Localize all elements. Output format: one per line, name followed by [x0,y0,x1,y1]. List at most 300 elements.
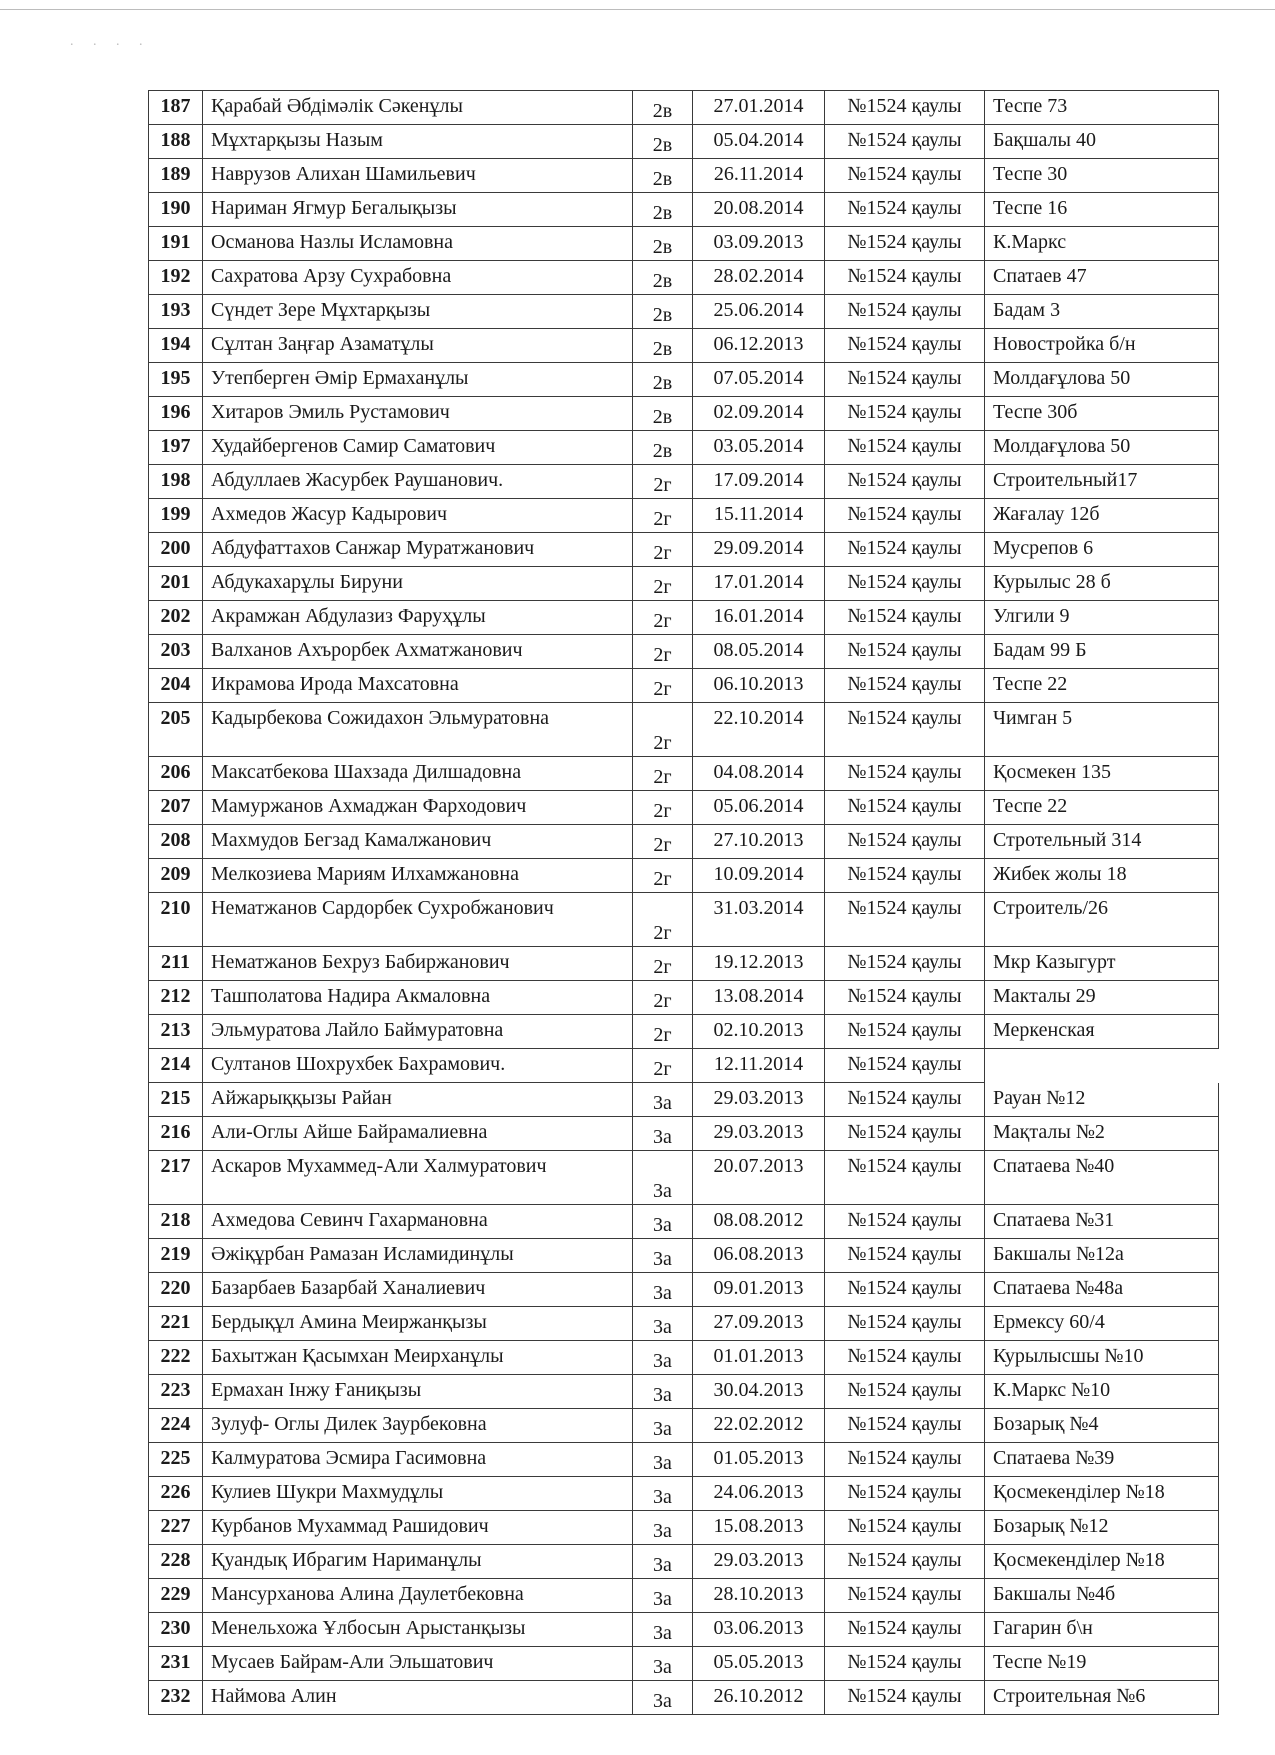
row-number: 213 [149,1015,203,1049]
row-number: 224 [149,1409,203,1443]
decree-number: №1524 қаулы [825,1545,985,1579]
student-name: Бахытжан Қасымхан Меирханұлы [203,1341,633,1375]
decree-number: №1524 қаулы [825,757,985,791]
student-name: Нариман Ягмур Бегалықызы [203,193,633,227]
class-grade: 2г [633,1049,693,1083]
birth-date: 29.03.2013 [693,1117,825,1151]
table-row [149,1613,1219,1647]
student-name: Абдукахарұлы Бируни [203,567,633,601]
table-row [149,159,1219,193]
address: Спатаев 47 [985,261,1219,295]
student-name: Наврузов Алихан Шамильевич [203,159,633,193]
student-name: Наймова Алин [203,1681,633,1715]
address: Бозарық №4 [985,1409,1219,1443]
decree-number: №1524 қаулы [825,1647,985,1681]
class-grade: 2г [633,567,693,601]
table-row [149,1545,1219,1579]
address: Бозарық №12 [985,1511,1219,1545]
birth-date: 26.11.2014 [693,159,825,193]
address: Улгили 9 [985,601,1219,635]
address: Строительный17 [985,465,1219,499]
student-name: Мансурханова Алина Даулетбековна [203,1579,633,1613]
table-row [149,1239,1219,1273]
class-grade: 2г [633,465,693,499]
student-name: Худайбергенов Самир Саматович [203,431,633,465]
table-row [149,1083,1219,1117]
birth-date: 01.01.2013 [693,1341,825,1375]
class-grade: 3а [633,1579,693,1613]
table-row [149,193,1219,227]
address: Новостройка б/н [985,329,1219,363]
class-grade: 2г [633,947,693,981]
student-name: Махмудов Бегзад Камалжанович [203,825,633,859]
decree-number: №1524 қаулы [825,431,985,465]
student-name: Кулиев Шукри Махмудұлы [203,1477,633,1511]
class-grade: 3а [633,1239,693,1273]
birth-date: 27.09.2013 [693,1307,825,1341]
student-name: Сахратова Арзу Сухрабовна [203,261,633,295]
row-number: 221 [149,1307,203,1341]
address: Бадам 99 Б [985,635,1219,669]
address: Жибек жолы 18 [985,859,1219,893]
decree-number: №1524 қаулы [825,635,985,669]
student-roster-table [148,90,1219,1715]
student-name: Сүндет Зере Мұхтарқызы [203,295,633,329]
decree-number: №1524 қаулы [825,193,985,227]
birth-date: 04.08.2014 [693,757,825,791]
row-number: 222 [149,1341,203,1375]
student-name: Мусаев Байрам-Али Эльшатович [203,1647,633,1681]
student-name: Хитаров Эмиль Рустамович [203,397,633,431]
table-row [149,567,1219,601]
table-row [149,635,1219,669]
table-row [149,1477,1219,1511]
decree-number: №1524 қаулы [825,1205,985,1239]
birth-date: 26.10.2012 [693,1681,825,1715]
row-number: 227 [149,1511,203,1545]
row-number: 225 [149,1443,203,1477]
student-name: Калмуратова Эсмира Гасимовна [203,1443,633,1477]
student-name: Нематжанов Бехруз Бабиржанович [203,947,633,981]
row-number: 214 [149,1049,203,1083]
class-grade: 3а [633,1307,693,1341]
table-row [149,1205,1219,1239]
decree-number: №1524 қаулы [825,859,985,893]
decree-number: №1524 қаулы [825,227,985,261]
address: Теспе 73 [985,91,1219,125]
class-grade: 2г [633,859,693,893]
address: Макталы 29 [985,981,1219,1015]
student-name: Утепберген Әмір Ермаханұлы [203,363,633,397]
class-grade: 2г [633,669,693,703]
row-number: 198 [149,465,203,499]
decree-number: №1524 қаулы [825,397,985,431]
class-grade: 2г [633,533,693,567]
table-row [149,1579,1219,1613]
birth-date: 19.12.2013 [693,947,825,981]
decree-number: №1524 қаулы [825,363,985,397]
student-name: Мұхтарқызы Назым [203,125,633,159]
address: Мкр Казыгурт [985,947,1219,981]
decree-number: №1524 қаулы [825,1273,985,1307]
row-number: 228 [149,1545,203,1579]
birth-date: 02.10.2013 [693,1015,825,1049]
student-name: Акрамжан Абдулазиз Фаруҳұлы [203,601,633,635]
address: Қосмекенділер №18 [985,1545,1219,1579]
student-name: Ермахан Інжу Ғаниқызы [203,1375,633,1409]
address: Чимган 5 [985,703,1219,757]
class-grade: 3а [633,1477,693,1511]
class-grade: 3а [633,1511,693,1545]
table-row [149,791,1219,825]
row-number: 192 [149,261,203,295]
decree-number: №1524 қаулы [825,1409,985,1443]
student-name: Ахмедов Жасур Кадырович [203,499,633,533]
birth-date: 02.09.2014 [693,397,825,431]
student-name: Эльмуратова Лайло Баймуратовна [203,1015,633,1049]
address: Теспе 22 [985,669,1219,703]
row-number: 206 [149,757,203,791]
class-grade: 2г [633,601,693,635]
birth-date: 27.01.2014 [693,91,825,125]
table-row [149,1049,1219,1083]
address: Курылысшы №10 [985,1341,1219,1375]
class-grade: 2г [633,981,693,1015]
student-name: Ташполатова Надира Акмаловна [203,981,633,1015]
decree-number: №1524 қаулы [825,1015,985,1049]
birth-date: 27.10.2013 [693,825,825,859]
student-name: Абдуллаев Жасурбек Раушанович. [203,465,633,499]
row-number: 187 [149,91,203,125]
address: Бакшалы №12а [985,1239,1219,1273]
table-row [149,669,1219,703]
student-name: Нематжанов Сардорбек Сухробжанович [203,893,633,947]
birth-date: 28.10.2013 [693,1579,825,1613]
address: Рауан №12 [985,1083,1219,1117]
table-row [149,465,1219,499]
student-name: Менельхожа Ұлбосын Арыстанқызы [203,1613,633,1647]
decree-number: №1524 қаулы [825,1049,985,1083]
class-grade: 2в [633,397,693,431]
student-name: Мелкозиева Мариям Илхамжановна [203,859,633,893]
birth-date: 05.06.2014 [693,791,825,825]
birth-date: 08.08.2012 [693,1205,825,1239]
student-name: Ахмедова Севинч Гахармановна [203,1205,633,1239]
birth-date: 07.05.2014 [693,363,825,397]
address: Теспе 30 [985,159,1219,193]
birth-date: 10.09.2014 [693,859,825,893]
student-name: Икрамова Ирода Махсатовна [203,669,633,703]
address: Строительная №6 [985,1681,1219,1715]
table-row [149,499,1219,533]
table-row [149,601,1219,635]
decree-number: №1524 қаулы [825,91,985,125]
decree-number: №1524 қаулы [825,1117,985,1151]
birth-date: 08.05.2014 [693,635,825,669]
decree-number: №1524 қаулы [825,1681,985,1715]
table-row [149,1375,1219,1409]
class-grade: 3а [633,1151,693,1205]
table-row [149,431,1219,465]
address: Қосмекен 135 [985,757,1219,791]
table-row [149,1307,1219,1341]
class-grade: 2в [633,363,693,397]
decree-number: №1524 қаулы [825,465,985,499]
birth-date: 29.03.2013 [693,1083,825,1117]
address: К.Маркс №10 [985,1375,1219,1409]
table-row [149,1647,1219,1681]
class-grade: 3а [633,1273,693,1307]
row-number: 226 [149,1477,203,1511]
row-number: 189 [149,159,203,193]
decree-number: №1524 қаулы [825,1579,985,1613]
class-grade: 2в [633,329,693,363]
class-grade: 2в [633,193,693,227]
class-grade: 2г [633,757,693,791]
birth-date: 16.01.2014 [693,601,825,635]
class-grade: 2г [633,703,693,757]
birth-date: 03.05.2014 [693,431,825,465]
birth-date: 06.12.2013 [693,329,825,363]
table-row [149,125,1219,159]
address: Ермексу 60/4 [985,1307,1219,1341]
address: Мақталы №2 [985,1117,1219,1151]
birth-date: 05.05.2013 [693,1647,825,1681]
decree-number: №1524 қаулы [825,1307,985,1341]
address: Теспе 30б [985,397,1219,431]
decree-number: №1524 қаулы [825,1443,985,1477]
student-name: Зулуф- Оглы Дилек Заурбековна [203,1409,633,1443]
birth-date: 15.11.2014 [693,499,825,533]
address: Бақшалы 40 [985,125,1219,159]
class-grade: 3а [633,1545,693,1579]
decree-number: №1524 қаулы [825,1239,985,1273]
birth-date: 25.06.2014 [693,295,825,329]
class-grade: 3а [633,1205,693,1239]
birth-date: 03.06.2013 [693,1613,825,1647]
student-name: Аскаров Мухаммед-Али Халмуратович [203,1151,633,1205]
decree-number: №1524 қаулы [825,295,985,329]
row-number: 193 [149,295,203,329]
scan-specks: . . . . [70,34,151,49]
student-name: Кадырбекова Сожидахон Эльмуратовна [203,703,633,757]
decree-number: №1524 қаулы [825,329,985,363]
decree-number: №1524 қаулы [825,261,985,295]
row-number: 190 [149,193,203,227]
table-row [149,1117,1219,1151]
decree-number: №1524 қаулы [825,825,985,859]
address: Строитель/26 [985,893,1219,947]
student-name: Максатбекова Шахзада Дилшадовна [203,757,633,791]
decree-number: №1524 қаулы [825,601,985,635]
row-number: 201 [149,567,203,601]
student-name: Қуандық Ибрагим Нариманұлы [203,1545,633,1579]
row-number: 191 [149,227,203,261]
class-grade: 3а [633,1443,693,1477]
table-row [149,1273,1219,1307]
address: Бакшалы №4б [985,1579,1219,1613]
student-name: Курбанов Мухаммад Рашидович [203,1511,633,1545]
row-number: 203 [149,635,203,669]
birth-date: 01.05.2013 [693,1443,825,1477]
address: Спатаева №39 [985,1443,1219,1477]
class-grade: 3а [633,1647,693,1681]
table-row [149,533,1219,567]
decree-number: №1524 қаулы [825,669,985,703]
table-row [149,859,1219,893]
table-row [149,893,1219,947]
decree-number: №1524 қаулы [825,791,985,825]
decree-number: №1524 қаулы [825,499,985,533]
table-row [149,981,1219,1015]
table-row [149,227,1219,261]
birth-date: 03.09.2013 [693,227,825,261]
student-name: Базарбаев Базарбай Ханалиевич [203,1273,633,1307]
decree-number: №1524 қаулы [825,567,985,601]
student-name: Абдуфаттахов Санжар Муратжанович [203,533,633,567]
student-name: Әжіқұрбан Рамазан Исламидинұлы [203,1239,633,1273]
student-name: Сұлтан Заңғар Азаматұлы [203,329,633,363]
birth-date: 13.08.2014 [693,981,825,1015]
row-number: 204 [149,669,203,703]
class-grade: 2в [633,91,693,125]
table-row [149,1151,1219,1205]
row-number: 217 [149,1151,203,1205]
decree-number: №1524 қаулы [825,159,985,193]
row-number: 194 [149,329,203,363]
class-grade: 2г [633,893,693,947]
row-number: 212 [149,981,203,1015]
birth-date: 12.11.2014 [693,1049,825,1083]
row-number: 195 [149,363,203,397]
student-name: Айжарыққызы Райан [203,1083,633,1117]
table-row [149,397,1219,431]
decree-number: №1524 қаулы [825,533,985,567]
address: Теспе 22 [985,791,1219,825]
birth-date: 05.04.2014 [693,125,825,159]
row-number: 202 [149,601,203,635]
row-number: 223 [149,1375,203,1409]
row-number: 207 [149,791,203,825]
birth-date: 09.01.2013 [693,1273,825,1307]
address: Теспе 16 [985,193,1219,227]
table-row [149,363,1219,397]
row-number: 205 [149,703,203,757]
address: Меркенская [985,1015,1219,1049]
student-name: Мамуржанов Ахмаджан Фарходович [203,791,633,825]
address: Молдағұлова 50 [985,431,1219,465]
table-row [149,329,1219,363]
table-row [149,1409,1219,1443]
class-grade: 3а [633,1681,693,1715]
decree-number: №1524 қаулы [825,1151,985,1205]
table-row [149,757,1219,791]
row-number: 215 [149,1083,203,1117]
student-name: Османова Назлы Исламовна [203,227,633,261]
birth-date: 15.08.2013 [693,1511,825,1545]
class-grade: 2г [633,791,693,825]
row-number: 220 [149,1273,203,1307]
row-number: 211 [149,947,203,981]
table-row [149,1681,1219,1715]
class-grade: 2г [633,825,693,859]
class-grade: 3а [633,1341,693,1375]
student-name: Бердықұл Амина Меиржанқызы [203,1307,633,1341]
decree-number: №1524 қаулы [825,703,985,757]
student-name: Қарабай Әбдімәлік Сәкенұлы [203,91,633,125]
row-number: 229 [149,1579,203,1613]
row-number: 232 [149,1681,203,1715]
table-row [149,1511,1219,1545]
table-row [149,1341,1219,1375]
class-grade: 2в [633,159,693,193]
decree-number: №1524 қаулы [825,1511,985,1545]
birth-date: 28.02.2014 [693,261,825,295]
birth-date: 20.07.2013 [693,1151,825,1205]
birth-date: 22.10.2014 [693,703,825,757]
scan-top-edge [0,9,1275,10]
table-row [149,261,1219,295]
student-name: Али-Оглы Айше Байрамалиевна [203,1117,633,1151]
row-number: 208 [149,825,203,859]
address: Бадам 3 [985,295,1219,329]
class-grade: 2г [633,1015,693,1049]
class-grade: 3а [633,1083,693,1117]
decree-number: №1524 қаулы [825,981,985,1015]
address: Жағалау 12б [985,499,1219,533]
address: Курылыс 28 б [985,567,1219,601]
class-grade: 2в [633,431,693,465]
birth-date: 29.03.2013 [693,1545,825,1579]
table-row [149,1015,1219,1049]
birth-date: 17.09.2014 [693,465,825,499]
address: Стротельный 314 [985,825,1219,859]
birth-date: 06.08.2013 [693,1239,825,1273]
class-grade: 2г [633,635,693,669]
row-number: 230 [149,1613,203,1647]
roster-body [149,91,1219,1715]
class-grade: 2г [633,499,693,533]
decree-number: №1524 қаулы [825,1341,985,1375]
class-grade: 3а [633,1409,693,1443]
class-grade: 3а [633,1375,693,1409]
class-grade: 2в [633,261,693,295]
decree-number: №1524 қаулы [825,1477,985,1511]
row-number: 197 [149,431,203,465]
address: Мусрепов 6 [985,533,1219,567]
table-row [149,295,1219,329]
address: Спатаева №31 [985,1205,1219,1239]
decree-number: №1524 қаулы [825,125,985,159]
table-row [149,91,1219,125]
birth-date: 24.06.2013 [693,1477,825,1511]
table-row [149,825,1219,859]
decree-number: №1524 қаулы [825,893,985,947]
address [985,1049,1219,1083]
row-number: 218 [149,1205,203,1239]
class-grade: 3а [633,1613,693,1647]
birth-date: 17.01.2014 [693,567,825,601]
class-grade: 2в [633,295,693,329]
row-number: 231 [149,1647,203,1681]
class-grade: 3а [633,1117,693,1151]
birth-date: 20.08.2014 [693,193,825,227]
birth-date: 22.02.2012 [693,1409,825,1443]
birth-date: 06.10.2013 [693,669,825,703]
decree-number: №1524 қаулы [825,1375,985,1409]
address: Спатаева №40 [985,1151,1219,1205]
decree-number: №1524 қаулы [825,947,985,981]
